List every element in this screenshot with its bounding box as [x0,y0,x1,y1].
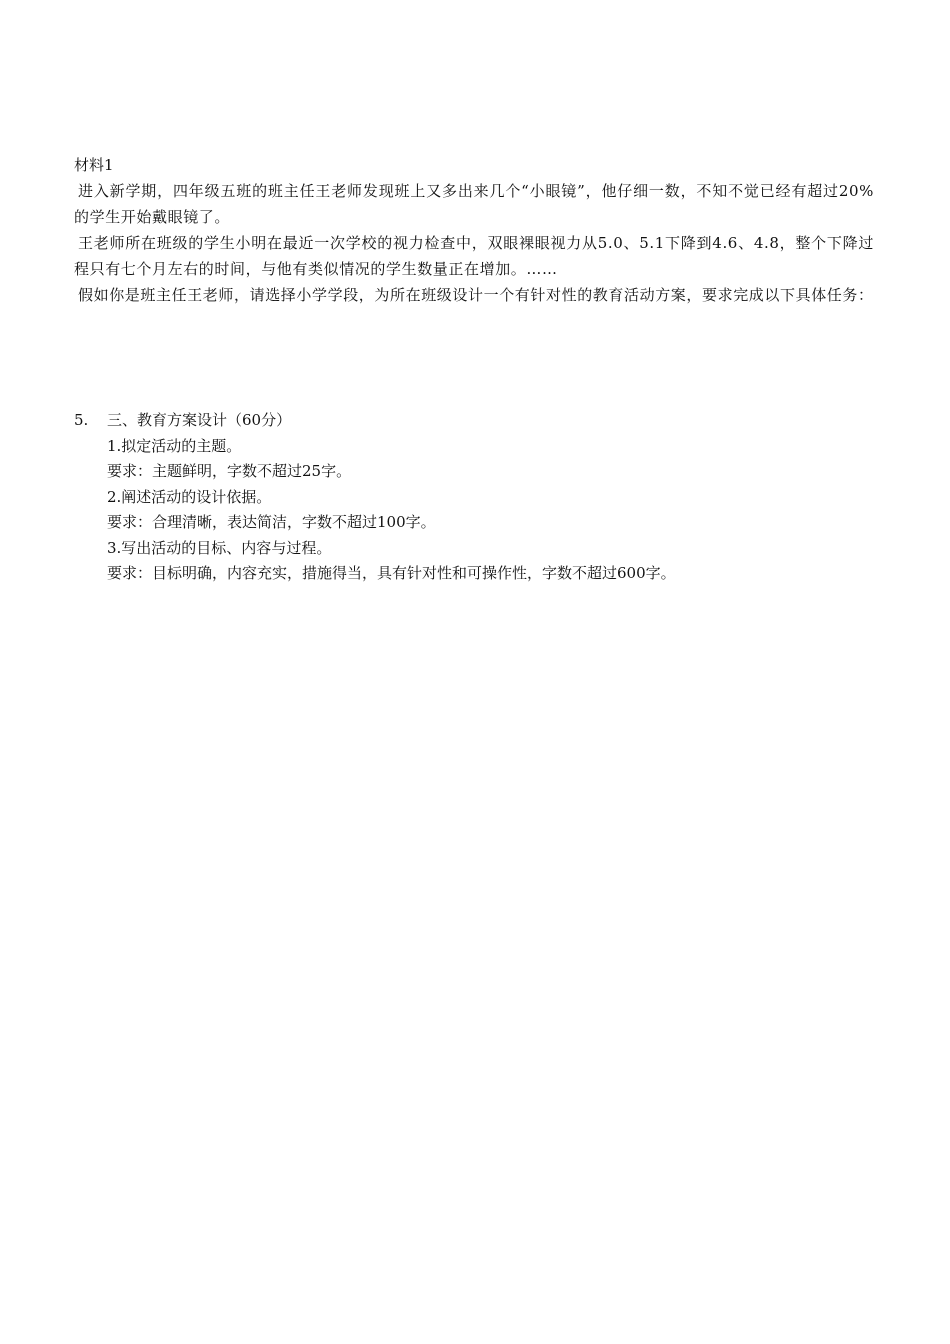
question-number: 5. [74,411,89,429]
material-title: 材料1 [74,156,114,174]
task-1: 1.拟定活动的主题。 [107,436,242,455]
task-3-requirement: 要求：目标明确，内容充实，措施得当，具有针对性和可操作性，字数不超过600字。 [107,564,676,582]
question-section [74,408,874,587]
task-2-requirement: 要求：合理清晰，表达简洁，字数不超过100字。 [107,513,436,531]
material-paragraph-2: 王老师所在班级的学生小明在最近一次学校的视力检查中，双眼裸眼视力从5.0、5.1下降到4.6、4.8，整个下降过程只有七个月左右的时间，与他有类似情况的学生数量正在增加。…… [74,234,874,278]
task-2: 2.阐述活动的设计依据。 [107,487,272,506]
question-heading-row [74,408,874,434]
material-paragraph-3: 假如你是班主任王老师，请选择小学学段，为所在班级设计一个有针对性的教育活动方案，要求完成以下具体任务： [78,286,874,304]
question-items [74,434,874,587]
material-section [74,152,874,308]
task-3: 3.写出活动的目标、内容与过程。 [107,538,332,557]
question-heading: 三、教育方案设计（60分） [107,411,292,429]
task-1-requirement: 要求：主题鲜明，字数不超过25字。 [107,462,352,480]
material-paragraph-1: 进入新学期，四年级五班的班主任王老师发现班上又多出来几个“小眼镜”，他仔细一数，不知不觉已经有超过20%的学生开始戴眼镜了。 [74,182,874,226]
